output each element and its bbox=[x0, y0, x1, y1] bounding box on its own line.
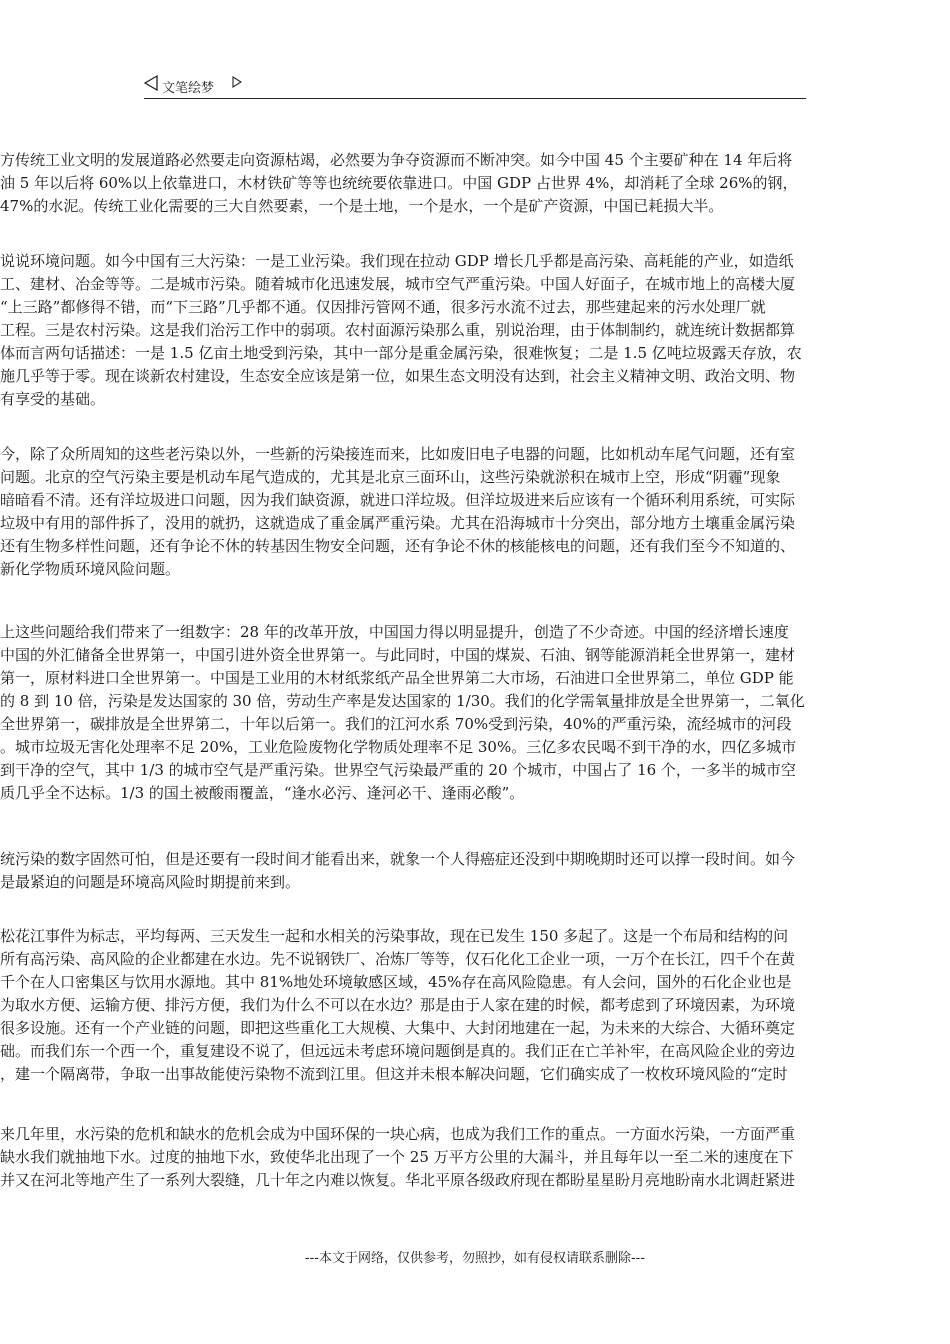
text-line: 问题。北京的空气污染主要是机动车尾气造成的，尤其是北京三面环山，这些污染就淤积在城市上空，形成“阴霾”现象 bbox=[0, 468, 781, 486]
text-line: 很多设施。还有一个产业链的问题，即把这些重化工大规模、大集中、大封闭地建在一起，为未来的大综合、大循环奠定 bbox=[0, 1019, 796, 1037]
footer-disclaimer: ---本文于网络，仅供参考，勿照抄，如有侵权请联系删除--- bbox=[304, 1251, 646, 1266]
paragraph-resources bbox=[0, 149, 950, 218]
text-line: 47%的水泥。传统工业化需要的三大自然要素，一个是土地，一个是水，一个是矿产资源，中国已耗损大半。 bbox=[0, 197, 724, 215]
text-line: 中国的外汇储备全世界第一，中国引进外资全世界第一。与此同时，中国的煤炭、石油、钢等能源消耗全世界第一，建材 bbox=[0, 646, 796, 664]
text-line: 今，除了众所周知的这些老污染以外，一些新的污染接连而来，比如废旧电子电器的问题，比如机动车尾气问题，还有室 bbox=[0, 445, 796, 463]
header-title: 文笔绘梦 bbox=[162, 81, 215, 96]
text-line: 说说环境问题。如今中国有三大污染：一是工业污染。我们现在拉动 GDP 增长几乎都是高污染、高耗能的产业，如造纸 bbox=[0, 252, 794, 270]
paragraph-numbers bbox=[0, 621, 950, 805]
text-line: ，建一个隔离带，争取一出事故能使污染物不流到江里。但这并未根本解决问题，它们确实成了一枚枚环境风险的“定时 bbox=[0, 1065, 788, 1083]
text-line: 的 8 到 10 倍，污染是发达国家的 30 倍，劳动生产率是发达国家的 1/30。我们的化学需氧量排放是全世界第一，二氧化 bbox=[0, 692, 805, 710]
text-line: 所有高污染、高风险的企业都建在水边。先不说钢铁厂、冶炼厂等等，仅石化化工企业一项，一万个在长江，四千个在黄 bbox=[0, 950, 796, 968]
text-line: 方传统工业文明的发展道路必然要走向资源枯竭，必然要为争夺资源而不断冲突。如今中国 45 个主要矿种在 14 年后将 bbox=[0, 151, 793, 169]
text-line: 础。而我们东一个西一个，重复建设不说了，但远远未考虑环境问题倒是真的。我们正在亡羊补牢，在高风险企业的旁边 bbox=[0, 1042, 796, 1060]
text-line: 第一，原材料进口全世界第一。中国是工业用的木材纸浆纸产品全世界第二大市场，石油进口全世界第二，单位 GDP 能 bbox=[0, 669, 794, 687]
paragraph-three-pollutions bbox=[0, 250, 950, 411]
text-line: 到干净的空气，其中 1/3 的城市空气是严重污染。世界空气污染最严重的 20 个城市，中国占了 16 个，一多半的城市空 bbox=[0, 761, 796, 779]
text-line: 。城市垃圾无害化处理率不足 20%，工业危险废物化学物质处理率不足 30%。三亿多农民喝不到干净的水，四亿多城市 bbox=[0, 738, 797, 756]
text-line: “上三路”都修得不错，而“下三路”几乎都不通。仅因排污管网不通，很多污水流不过去，那些建起来的污水处理厂就 bbox=[0, 298, 766, 316]
text-line: 是最紧迫的问题是环境高风险时期提前来到。 bbox=[0, 873, 301, 891]
text-line: 新化学物质环境风险问题。 bbox=[0, 560, 181, 578]
text-line: 还有生物多样性问题，还有争论不休的转基因生物安全问题，还有争论不休的核能核电的问题，还有我们至今不知道的、 bbox=[0, 537, 796, 555]
text-line: 全世界第一，碳排放是全世界第二，十年以后第一。我们的江河水系 70%受到污染，40%的严重污染，流经城市的河段 bbox=[0, 715, 792, 733]
text-line: 上这些问题给我们带来了一组数字：28 年的改革开放，中国国力得以明显提升，创造了不少奇迹。中国的经济增长速度 bbox=[0, 623, 789, 641]
text-line: 为取水方便、运输方便、排污方便，我们为什么不可以在水边？那是由于人家在建的时候，都考虑到了环境因素，为环境 bbox=[0, 996, 796, 1014]
text-line: 暗暗看不清。还有洋垃圾进口问题，因为我们缺资源，就进口洋垃圾。但洋垃圾进来后应该有一个循环利用系统，可实际 bbox=[0, 491, 796, 509]
text-line: 油 5 年以后将 60%以上依靠进口，木材铁矿等等也统统要依靠进口。中国 GDP 占世界 4%，却消耗了全球 26%的钢， bbox=[0, 174, 798, 192]
text-line: 工、建材、冶金等等。二是城市污染。随着城市化迅速发展，城市空气严重污染。中国人好面子，在城市地上的高楼大厦 bbox=[0, 275, 796, 293]
text-line: 垃圾中有用的部件拆了，没用的就扔，这就造成了重金属严重污染。尤其在沿海城市十分突出，部分地方土壤重金属污染 bbox=[0, 514, 796, 532]
text-line: 施几乎等于零。现在谈新农村建设，生态安全应该是第一位，如果生态文明没有达到，社会主义精神文明、政治文明、物 bbox=[0, 367, 796, 385]
text-line: 来几年里，水污染的危机和缺水的危机会成为中国环保的一块心病，也成为我们工作的重点。一方面水污染，一方面严重 bbox=[0, 1125, 796, 1143]
text-line: 松花江事件为标志，平均每两、三天发生一起和水相关的污染事故，现在已发生 150 多起了。这是一个布局和结构的问 bbox=[0, 927, 789, 945]
paragraph-water-crisis bbox=[0, 1123, 950, 1192]
text-line: 质几乎全不达标。1/3 的国土被酸雨覆盖，“逢水必污、逢河必干、逢雨必酸”。 bbox=[0, 784, 525, 802]
paragraph-high-risk bbox=[0, 848, 950, 894]
text-line: 工程。三是农村污染。这是我们治污工作中的弱项。农村面源污染那么重，别说治理，由于体制制约，就连统计数据都算 bbox=[0, 321, 796, 339]
paragraph-new-pollutions bbox=[0, 443, 950, 581]
paragraph-songhua-river bbox=[0, 925, 950, 1086]
text-line: 有享受的基础。 bbox=[0, 390, 106, 408]
text-line: 千个在人口密集区与饮用水源地。其中 81%地处环境敏感区域，45%存在高风险隐患。有人会问，国外的石化企业也是 bbox=[0, 973, 792, 991]
text-line: 体而言两句话描述：一是 1.5 亿亩土地受到污染，其中一部分是重金属污染，很难恢复；二是 1.5 亿吨垃圾露天存放，农 bbox=[0, 344, 802, 362]
text-line: 缺水我们就抽地下水。过度的抽地下水，致使华北出现了一个 25 万平方公里的大漏斗，并且每年以一至二米的速度在下 bbox=[0, 1148, 794, 1166]
text-line: 统污染的数字固然可怕，但是还要有一段时间才能看出来，就象一个人得癌症还没到中期晚期时还可以撑一段时间。如今 bbox=[0, 850, 796, 868]
text-line: 并又在河北等地产生了一系列大裂缝，几十年之内难以恢复。华北平原各级政府现在都盼星星盼月亮地盼南水北调赶紧进 bbox=[0, 1171, 796, 1189]
